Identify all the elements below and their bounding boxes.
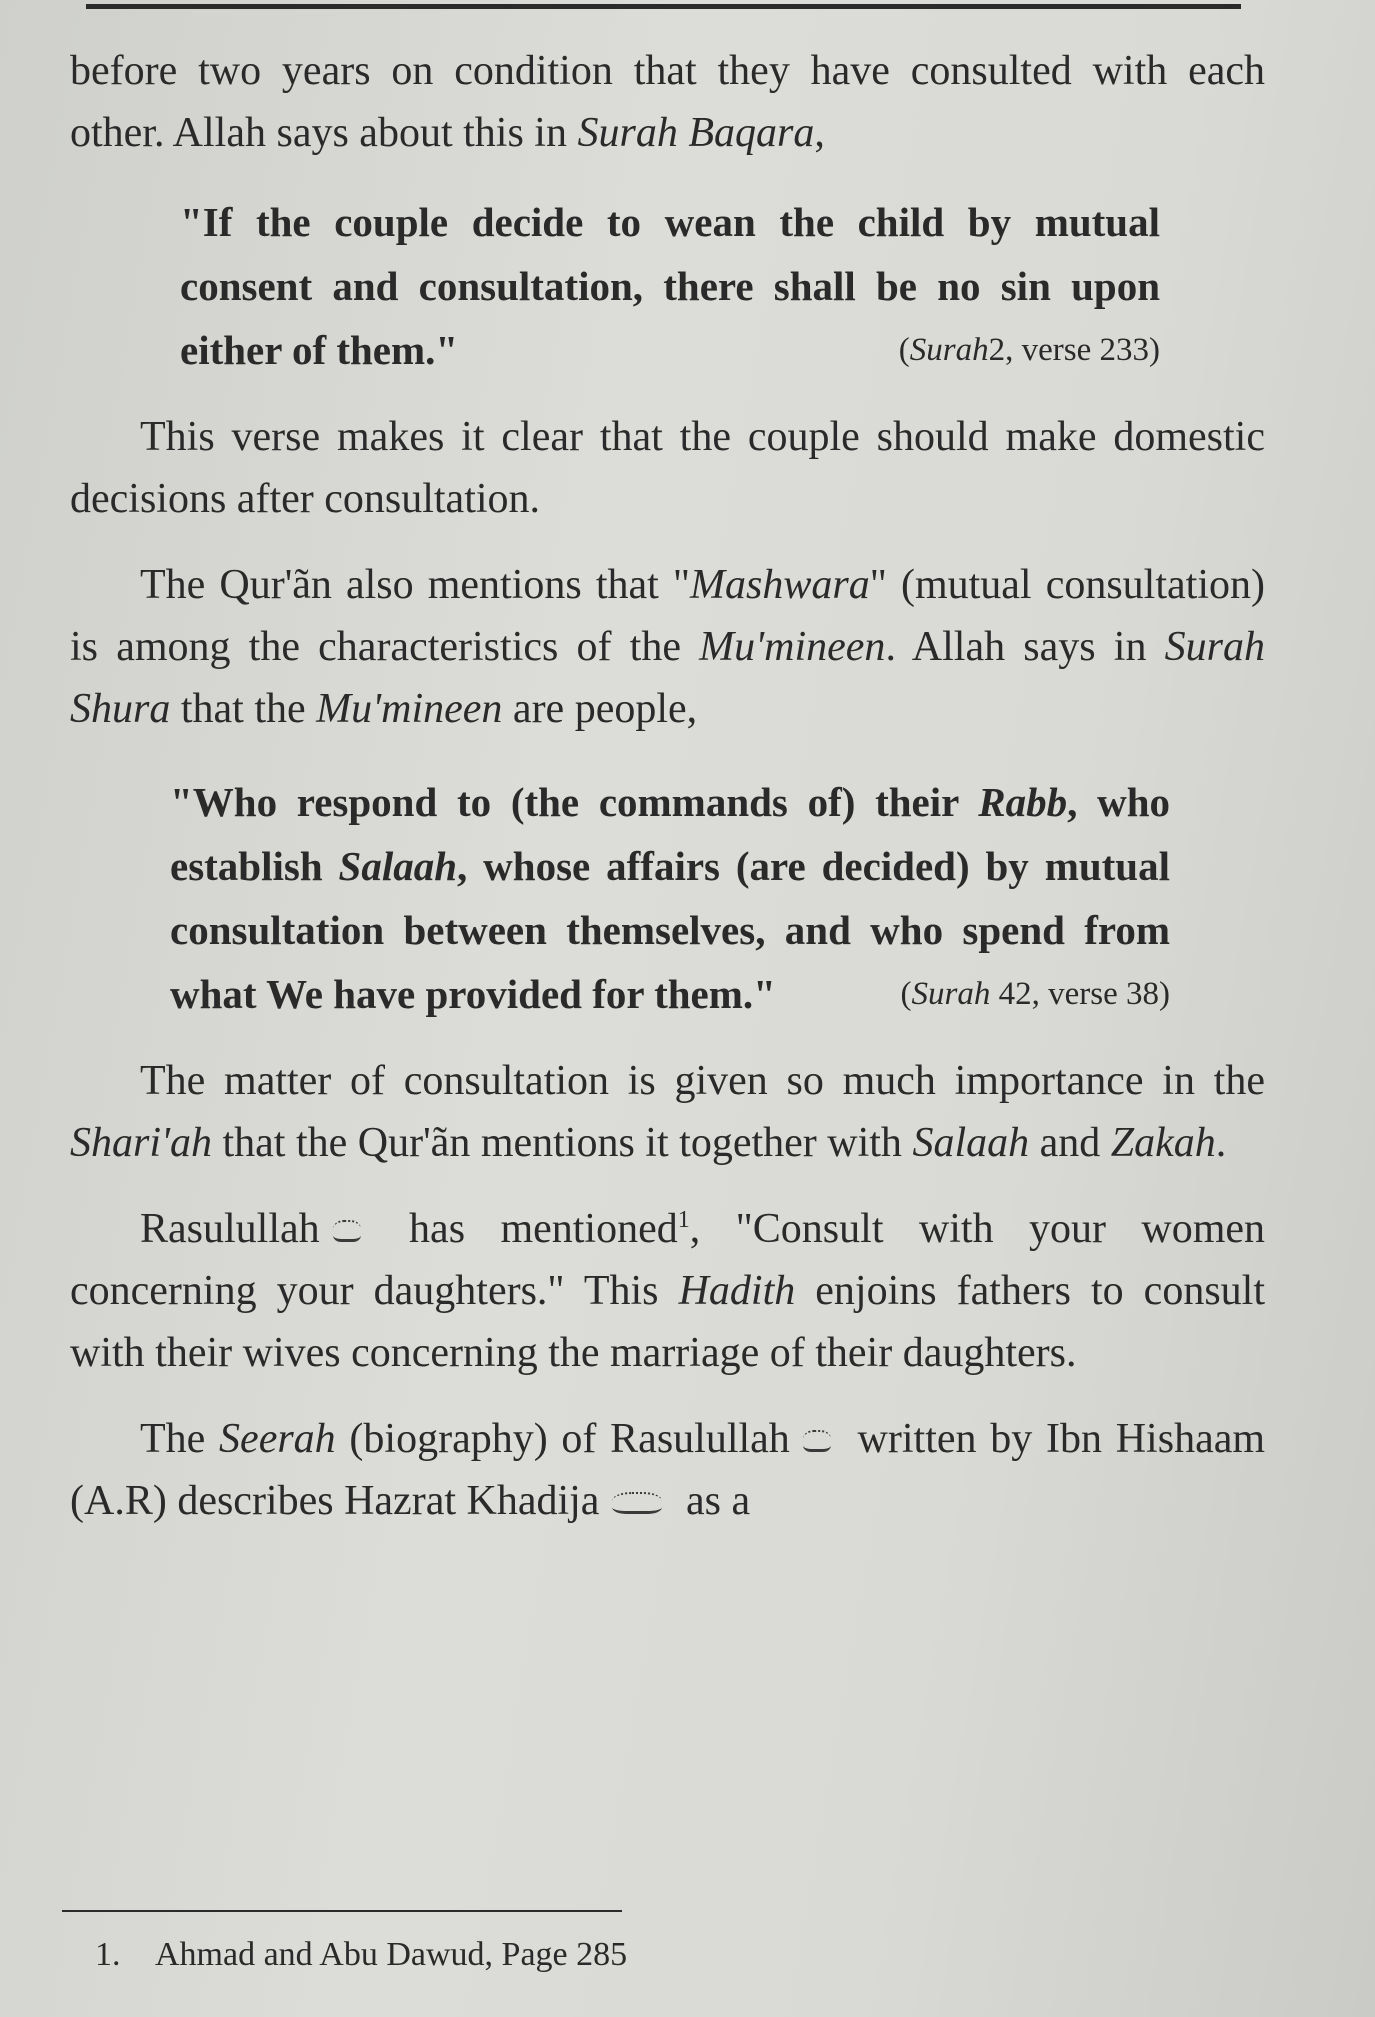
quranic-quote-2: "Who respond to (the commands of) their Rabb, who establish Salaah, whose affairs (are decided) by mutual consultation between themselves, and who spend from what We have provided for them." (Surah 42, verse 38) xyxy=(170,770,1170,1026)
paragraph-6: The Seerah (biography) of Rasulullah written by Ibn Hishaam (A.R) describes Hazrat Khadija as a xyxy=(70,1416,1266,1524)
salutation-calligraphy-icon xyxy=(800,1426,834,1456)
verse-reference-1: (Surah2, verse 233) xyxy=(898,332,1160,368)
paragraph-5: Rasulullah has mentioned$^1$, "Consult with your women concerning your daughters." This Hadith enjoins fathers to consult with their wives concerning the marriage of their daughters. xyxy=(70,1206,1266,1376)
radiallahu-anha-calligraphy-icon xyxy=(609,1488,665,1518)
salutation-calligraphy-icon xyxy=(330,1216,364,1246)
footnote-rule xyxy=(62,1910,622,1912)
footnote-text: Ahmad and Abu Dawud, Page 285 xyxy=(155,1936,628,1973)
header-rule xyxy=(86,4,1241,9)
paragraph-2: This verse makes it clear that the couple should make domestic decisions after consultation. xyxy=(70,414,1265,522)
footnote-number: 1. xyxy=(95,1936,121,1973)
book-page xyxy=(70,40,1265,1532)
footnote xyxy=(95,1935,627,1975)
verse-reference-2: (Surah 42, verse 38) xyxy=(900,976,1170,1012)
quranic-quote-1: "If the couple decide to wean the child by mutual consent and consultation, there shall be no sin upon either of them." (Surah2, verse 233) xyxy=(180,190,1160,382)
paragraph-3: The Qur'ãn also mentions that "Mashwara" (mutual consultation) is among the characteristics of the Mu'mineen. Allah says in Surah Shura that the Mu'mineen are people, xyxy=(70,562,1265,732)
paragraph-4: The matter of consultation is given so much importance in the Shari'ah that the Qur'ãn mentions it together with Salaah and Zakah. xyxy=(70,1058,1265,1166)
footnote-marker: 1 xyxy=(677,1207,690,1233)
paragraph-1: before two years on condition that they have consulted with each other. Allah says about this in Surah Baqara, xyxy=(70,48,1265,156)
